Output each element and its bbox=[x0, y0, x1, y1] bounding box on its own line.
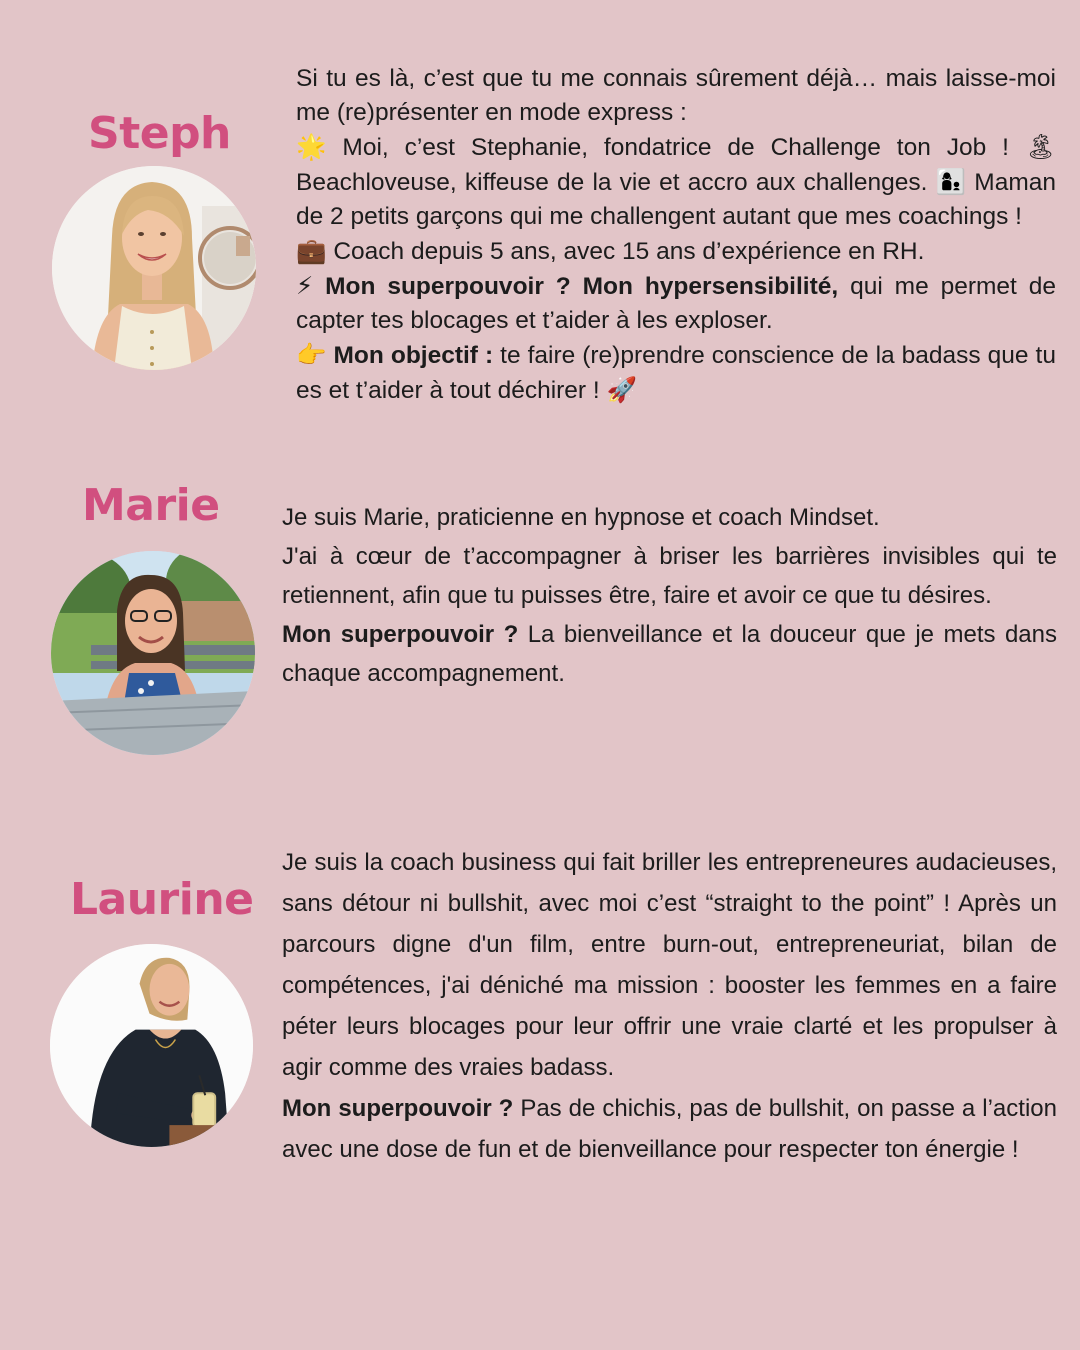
steph-power-rest: qui me permet de capter tes blocages et t’aider à les exploser. bbox=[296, 273, 1056, 334]
laurine-intro: Je suis la coach business qui fait briller les entrepreneures audacieuses, sans détour ni bullshit, avec moi c’est “straight to the point” ! Après un parcours digne d'un film, entre burn-out, entrepreneuriat, bilan de compétences, j'ai déniché ma mission : booster les femmes en a faire péter leurs blocages pour leur offrir une vraie clarté et les propulser à agir comme des vraies badass. bbox=[282, 849, 1057, 1081]
steph-avatar bbox=[52, 166, 256, 370]
lightning-icon: ⚡ bbox=[296, 271, 314, 300]
steph-me: Moi, c’est Stephanie, fondatrice de Challenge ton Job ! bbox=[326, 134, 1009, 161]
island-icon: 🏝 bbox=[1024, 132, 1056, 161]
marie-name-heading: Marie bbox=[82, 480, 220, 531]
steph-bio bbox=[296, 62, 1056, 408]
steph-mom: Maman de 2 petits garçons qui me challengent autant que mes coachings ! bbox=[296, 169, 1056, 230]
steph-name-heading: Steph bbox=[88, 108, 231, 159]
steph-photo bbox=[52, 166, 256, 370]
laurine-bio bbox=[282, 842, 1057, 1170]
steph-intro: Si tu es là, c’est que tu me connais sûrement déjà… mais laisse-moi me (re)présenter en mode express : bbox=[296, 65, 1056, 126]
marie-photo bbox=[51, 551, 255, 755]
pointing-hand-icon: 👉 bbox=[296, 340, 327, 369]
marie-bio bbox=[282, 498, 1057, 693]
marie-power-rest: La bienveillance et la douceur que je mets dans chaque accompagnement. bbox=[282, 621, 1057, 687]
steph-beach: Beachloveuse, kiffeuse de la vie et accro aux challenges. bbox=[296, 169, 928, 196]
marie-mission: J'ai à cœur de t’accompagner à briser les barrières invisibles qui te retiennent, afin que tu puisses être, faire et avoir ce que tu désires. bbox=[282, 543, 1057, 609]
steph-goal-bold: Mon objectif : bbox=[326, 342, 494, 369]
family-icon: 👩‍👦 bbox=[935, 167, 967, 196]
steph-goal-rest: te faire (re)prendre conscience de la badass que tu es et t’aider à tout déchirer ! bbox=[296, 342, 1056, 404]
marie-power-bold: Mon superpouvoir ? bbox=[282, 621, 519, 648]
laurine-photo bbox=[50, 944, 253, 1147]
laurine-power-bold: Mon superpouvoir ? bbox=[282, 1095, 514, 1122]
marie-avatar bbox=[51, 551, 255, 755]
marie-intro: Je suis Marie, praticienne en hypnose et coach Mindset. bbox=[282, 504, 880, 531]
laurine-avatar bbox=[50, 944, 253, 1147]
laurine-power bbox=[282, 1088, 1057, 1170]
rocket-icon: 🚀 bbox=[606, 375, 638, 404]
star-icon: 🌟 bbox=[296, 132, 327, 161]
laurine-name-heading: Laurine bbox=[70, 874, 254, 925]
marie-power bbox=[282, 615, 1057, 693]
laurine-power-rest: Pas de chichis, pas de bullshit, on passe a l’action avec une dose de fun et de bienveillance pour respecter ton énergie ! bbox=[282, 1095, 1057, 1163]
steph-power-bold: Mon superpouvoir ? Mon hypersensibilité, bbox=[313, 273, 839, 300]
steph-coach: Coach depuis 5 ans, avec 15 ans d’expérience en RH. bbox=[326, 238, 925, 265]
briefcase-icon: 💼 bbox=[296, 236, 327, 265]
